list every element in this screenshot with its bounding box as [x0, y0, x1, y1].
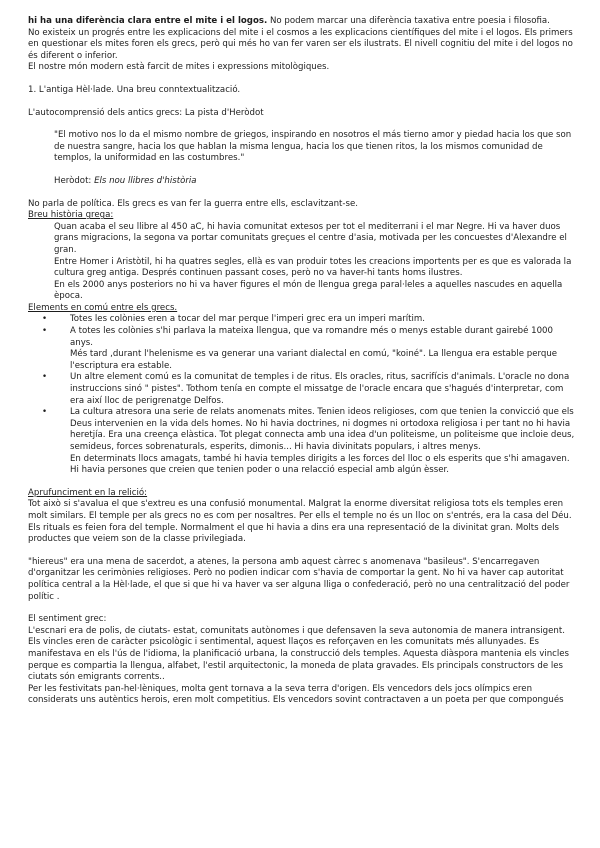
list-item: [28, 326, 576, 349]
intro-paragraph: No existeix un progrés entre les explicacions del mite i el cosmos a les explicacions científiques del mite i el logos. Els primers en questionar els mites foren els grecs, però qui més ho van fer varen ser els ilustrats. El nivell cognitiu del mite i del logos no és diferent o inferior.: [28, 27, 573, 61]
list-item: [28, 314, 576, 326]
elements-list: [28, 314, 576, 476]
document-page: [28, 16, 576, 707]
bullet-icon: •: [42, 407, 48, 418]
list-item: [28, 407, 576, 453]
religio-paragraph-1: Tot això si s'avalua el que s'extreu es una confusió monumental. Malgrat la enorme diversitat religiosa tots els temples eren molt similars. El temple per als grecs no es com per nosaltres. Per ells el temple no és un lloc on s'entrés, era la casa del Déu. Els rituals es feien fora del temple. Normalment el que hi havia a dins era una representació de la divinitat gran. Molts dels productes que veiem son de la classe privilegiada.: [28, 499, 572, 545]
bullet-icon: •: [42, 372, 48, 383]
herodot-quote: "El motivo nos lo da el mismo nombre de griegos, inspirando en nosotros el más tierno amor y piedad hacia los que son de nuestra sangre, hacia los que hablan la misma lengua, hacia los que tienen ritos, la los mismos comunidad de templos, la uniformidad en las costumbres.": [54, 130, 572, 164]
politics-paragraph: No parla de política. Els grecs es van fer la guerra entre ells, esclavitzant-se.: [28, 198, 359, 209]
list-item-text: A totes les colònies s'hi parlava la mateixa llengua, que va romandre més o menys estable durant gairebé 1000 anys.: [70, 326, 553, 348]
intro-bold-text: hi ha una diferència clara entre el mite i el logos.: [28, 16, 268, 26]
religio-title: Aprufunciment en la relició:: [28, 487, 148, 498]
bullet-icon: •: [42, 326, 48, 337]
intro-rest-text: No podem marcar una diferència taxativa entre poesia i filosofia.: [267, 16, 550, 26]
section-subheading: L'autocomprensió dels antics grecs: La pista d'Heròdot: [28, 107, 264, 118]
sentiment-paragraph-2: Per les festivitats pan-hel·lèniques, molta gent tornava a la seva terra d'origen. Els vencedors dels jocs olímpics eren considerats uns autèntics herois, eren molt competitius. Els vencedors sovint contractaven a un poeta per que compongués: [28, 683, 564, 706]
breu-paragraph-2: Entre Homer i Aristòtil, hi ha quatres segles, ellà es van produir totes les creacions importents per es que es valorada la cultura greg antiga. Després continuen passant coses, però no va haver-hi tants homs ilustres.: [54, 256, 572, 279]
list-item-text: La cultura atresora una serie de relats anomenats mites. Tenien ideos religioses, com que tenien la convicció que els Deus intervenien en la vida dels homes. No hi havia doctrines, ni dogmes ni ortodoxa religiosa i per tant no hi havia heretjía. Era una creença elàstica. Tot plegat connecta amb una idea d'un politeisme, un politeisme que incloie deus, semideus, forces sobrenaturals, esperits, dimonis... Hi havia divinitats populars, i altres menys.: [70, 407, 575, 452]
list-item-text: Totes les colònies eren a tocar del mar perque l'imperi grec era un imperi marítim.: [70, 314, 426, 325]
breu-historia-title: Breu història grega:: [28, 210, 114, 221]
bullet-icon: •: [42, 314, 48, 325]
intro-paragraph-2: El nostre món modern està farcit de mites i expressions mitològiques.: [28, 62, 330, 73]
intro-line: [28, 16, 576, 28]
breu-paragraph-3: En els 2000 anys posteriors no hi va haver figures el món de llengua grega paral·leles a aquelles nascudes en aquella època.: [54, 279, 563, 302]
religio-paragraph-2: "hiereus" era una mena de sacerdot, a atenes, la persona amb aquest càrrec s anomenava "basileus". S'encarregaven d'organitzar les cerimònies religioses. Però no podien indicar com s'havia de comportar la gent. No hi va haver cap autoritat política central a la Hèl·lade, el que si que hi va haver va ser alguna lliga o confederació, però no una centralització del poder polític .: [28, 556, 570, 602]
quote-author: Heròdot:: [54, 175, 95, 186]
elements-title: Elements en comú entre els grecs.: [28, 302, 178, 313]
list-item-text: Un altre element comú es la comunitat de temples i de ritus. Els oracles, ritus, sacrifícis d'animals. L'oracle no dona instruccions sinó " pistes". Tothom tenía en compte el missatge de l'oracle encara que s'hagués d'interpretar, com era així lloc de perigrenatge Delfos.: [70, 372, 570, 406]
section-heading: 1. L'antiga Hèl·lade. Una breu conntextualització.: [28, 84, 241, 95]
list-item-continuation: Més tard ,durant l'helenisme es va generar una variant dialectal en comú, "koiné". La llengua era estable perque l'escriptura era estable.: [70, 349, 558, 371]
quote-attribution: [28, 176, 576, 188]
quote-work: Els nou llibres d'història: [94, 175, 197, 186]
sentiment-title: El sentiment grec:: [28, 614, 107, 625]
list-item-continuation: En determinats llocs amagats, també hi havia temples dirigits a les forces del lloc o els esperits que s'hi amagaven. Hi havia persones que creien que tenien poder o una relacció especial amb algún èsser.: [70, 453, 570, 476]
breu-paragraph-1: Quan acaba el seu llibre al 450 aC, hi havia comunitat extesos per tot el mediterrani i el mar Negre. Hi va haver duos grans migracions, la segona va portar comunitats greçues el centre d'asia, motivada per les concuestes d'Alexandre el gran.: [54, 221, 567, 255]
list-item: [28, 372, 576, 407]
sentiment-paragraph-1: L'escnari era de polis, de ciutats- estat, comunitats autònomes i que defensaven la seva autonomia de manera intransigent. Els vincles eren de caràcter psicològic i sentimental, aquest llaços es reforçaven en les comunitats més allunyades. Es manifestava en els l'ús de l'idioma, la planificació urbana, la construcció dels temples. Aquesta diàspora mantenia els vincles perque es compartia la llengua, alfabet, l'estil arquitectonic, la moneda de plata gravades. Els principals constructors de les ciutats són emigrants corrents..: [28, 625, 570, 683]
